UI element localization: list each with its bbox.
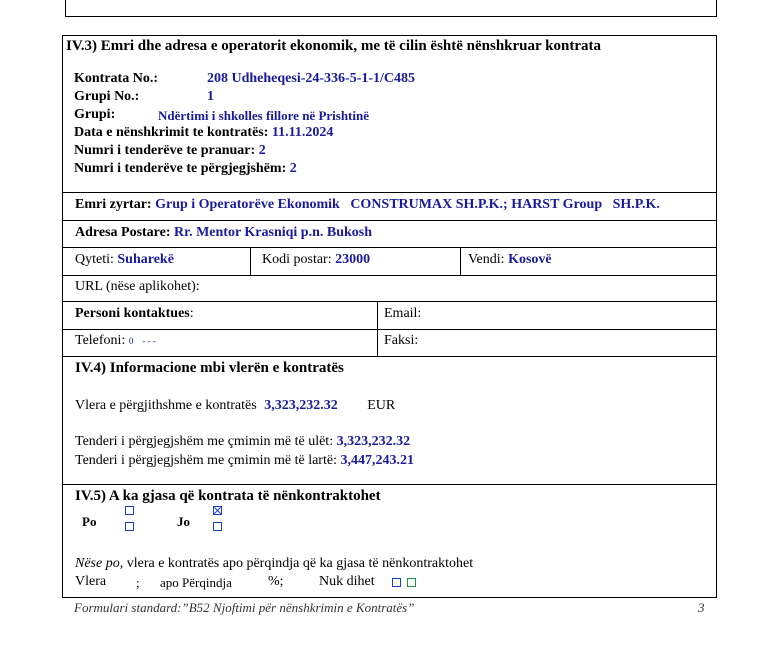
value-semicolon: ; [136,575,140,590]
footer-form-name: Formulari standard:”B52 Njoftimi për nënshkrimin e Kontratës” [74,600,415,615]
total-label: Vlera e përgjithshme e kontratës [75,398,257,413]
responsive-label: Numri i tenderëve te përgjegjshëm: [74,161,287,176]
vsep-contact-email [377,301,378,356]
sign-date-value: 11.11.2024 [271,125,334,140]
yes-label: Po [82,514,97,529]
url-label: URL (nëse aplikohet): [75,279,200,294]
group-value: Ndërtimi i shkolles fillore në Prishtinë [158,108,369,123]
currency: EUR [367,398,396,413]
rule-3 [62,247,717,248]
previous-section-box [65,0,717,17]
if-yes-italic: Nëse po, [75,556,124,571]
no-label: Jo [177,514,190,529]
vsep-postal-country [460,247,461,275]
section-iv3-heading: IV.3) Emri dhe adresa e operatorit ekonomik, me të cilin është nënshkruar kontrata [66,38,601,54]
official-name-row: Emri zyrtar: Grup i Operatorëve Ekonomik CONSTRUMAX SH.P.K.; HARST Group SH.P.K. [75,197,660,212]
rule-8 [62,484,717,485]
contact-person-cell: Personi kontaktues: [75,306,194,321]
value-label: Vlera [75,574,107,589]
country-value: Kosovë [508,252,552,267]
no-checkbox-checked[interactable] [213,506,222,515]
postal-code-label: Kodi postar: [262,252,332,267]
received-label: Numri i tenderëve te pranuar: [74,143,256,158]
section-iv4-heading: IV.4) Informacione mbi vlerën e kontratës [75,360,344,376]
contract-no-label: Kontrata No.: [74,71,158,86]
received-row [74,143,266,159]
contact-person-label: Personi kontaktues [75,306,190,321]
rule-1 [62,192,717,193]
unknown-label: Nuk dihet [319,574,375,589]
email-label: Email: [384,306,422,321]
highest-value: 3,447,243.21 [340,453,414,468]
country-label: Vendi: [468,252,505,267]
percent-label: apo Përqindja [160,575,232,590]
total-value-row [75,398,395,414]
postal-address-value: Rr. Mentor Krasniqi p.n. Bukosh [174,225,373,240]
lowest-label: Tenderi i përgjegjshëm me çmimin më të ulët: [75,434,334,449]
fax-label: Faksi: [384,333,419,348]
rule-5 [62,301,717,302]
group-no-value: 1 [207,89,214,104]
footer-page-number: 3 [698,600,705,615]
official-name-value: Grup i Operatorëve Ekonomik CONSTRUMAX SH.P.K.; HARST Group SH.P.K. [155,197,660,212]
sign-date-row [74,125,333,141]
highest-row [75,453,414,469]
percent-suffix: %; [268,574,284,589]
if-yes-row [75,556,473,572]
lowest-value: 3,323,232.32 [336,434,411,449]
if-yes-text: vlera e kontratës apo përqindja që ka gjasa të nënkontraktohet [126,556,474,571]
postal-address-label: Adresa Postare [75,225,166,240]
yes-checkbox-top[interactable] [125,506,134,515]
postal-code-value: 23000 [335,252,371,267]
phone-cell [75,333,156,349]
country-cell [468,252,552,268]
official-name-label: Emri zyrtar [75,197,147,212]
received-value: 2 [258,143,266,158]
rule-4 [62,275,717,276]
rule-2 [62,220,717,221]
total-value: 3,323,232.32 [264,398,338,413]
phone-label: Telefoni: [75,333,126,348]
responsive-value: 2 [289,161,297,176]
responsive-row [74,161,297,177]
unknown-checkbox[interactable] [392,578,401,587]
sign-date-label: Data e nënshkrimit te kontratës: [74,125,269,140]
contract-no-value: 208 Udheheqesi-24-336-5-1-1/C485 [207,71,416,86]
highest-label: Tenderi i përgjegjshëm me çmimin më të lartë: [75,453,337,468]
city-cell [75,252,174,268]
no-checkbox[interactable] [213,522,222,531]
group-label: Grupi: [74,107,116,122]
lowest-row [75,434,410,450]
city-label: Qyteti: [75,252,114,267]
unknown-checkbox-green[interactable] [407,578,416,587]
section-iv5-heading: IV.5) A ka gjasa që kontrata të nënkontraktohet [75,488,381,504]
rule-6 [62,329,717,330]
city-value: Suharekë [117,252,174,267]
vsep-city-postal [250,247,251,275]
rule-7 [62,356,717,357]
postal-code-cell [262,252,370,268]
yes-checkbox[interactable] [125,522,134,531]
postal-address-row: Adresa Postare: Rr. Mentor Krasniqi p.n. Bukosh [75,225,373,240]
group-no-label: Grupi No.: [74,89,140,104]
phone-value: 0 - - - [128,336,156,346]
